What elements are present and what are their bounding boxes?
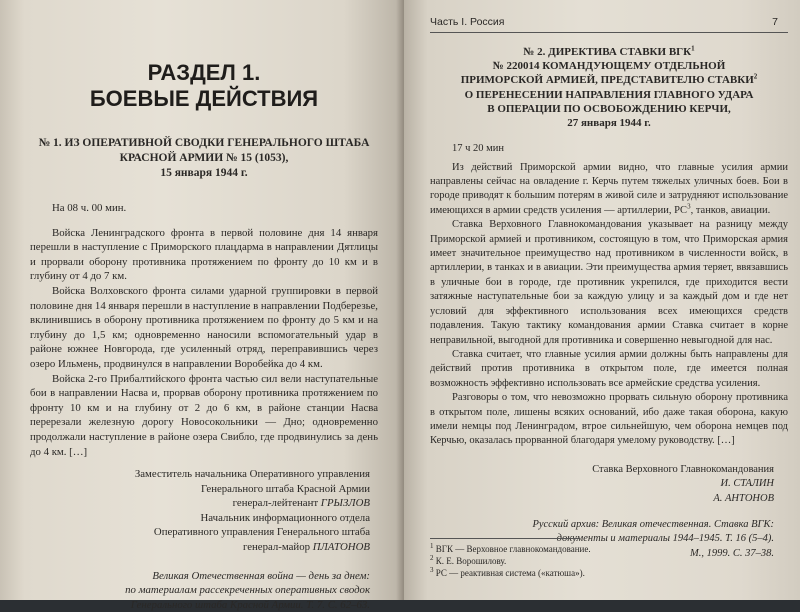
document-1-source [30,569,378,612]
footnote-text: К. Е. Ворошилову. [433,556,507,566]
source-line: Русский архив: Великая отечественная. Ставка ВГК: [532,518,774,530]
source-line: по материалам рассекреченных оперативных сводок [125,584,370,597]
document-2-paragraph: Ставка считает, что главные усилия армии должны быть направлены для действий против противника в открытом поле, где имеется полная возможность эффективно использовать все армейские средства усиления. [430,348,788,389]
section-title [30,60,378,112]
source-line: документы и материалы 1944–1945. Т. 16 (5–4). [556,533,774,545]
signature-line [30,540,370,555]
signature-text: Оперативного управления Генерального штаба [153,526,370,539]
footnote-ref: 3 [687,202,691,211]
footnotes [430,538,770,579]
document-1-title-line: № 1. ИЗ ОПЕРАТИВНОЙ СВОДКИ ГЕНЕРАЛЬНОГО ШТАБА [38,137,370,149]
document-2-heading [430,45,788,130]
source-line: М., 1999. С. 37–38. [690,547,774,559]
paragraph-text: , танков, авиации. [690,204,771,216]
footnote-text: ВГК — Верховное главнокомандование. [433,544,591,554]
document-1-date: 15 января 1944 г. [160,167,248,179]
signature-text: Начальник информационного отдела [200,511,370,524]
footnote-rule [430,538,580,539]
document-1-paragraph: Войска 2-го Прибалтийского фронта частью сил вели наступательные бои в направлении Насва и, прорвав оборону противника протяжением по фронту 10 км и на глубину от 2 до 6 км, в районе станции Насва перерезали железную дорогу Новосокольники — Дно; одновременно продолжали наступление в районе озера Свибло, где продвинулись за день до 4 км. […] [30,372,378,458]
footnote-ref: 2 [753,72,758,81]
footnote-number: 3 [430,566,434,574]
document-1-paragraph: Войска Ленинградского фронта в первой половине дня 14 января перешли в наступление с Приморского плацдарма в направлении Дятлицы и прорвали оборону противника протяжением по фронту до 10 км и в глубину от 4 до 7 км. [30,226,378,283]
right-page [404,0,800,600]
document-2-paragraph [430,161,788,219]
footnote-ref: 1 [691,44,695,53]
document-1-title-line: КРАСНОЙ АРМИИ № 15 (1053), [119,152,289,164]
source-line: Великая Отечественная война — день за днем: [152,569,370,582]
footnote-number: 1 [430,542,434,550]
signature-text: генерал-майор [242,541,313,554]
section-name: БОЕВЫЕ ДЕЙСТВИЯ [89,86,319,111]
section-number: РАЗДЕЛ 1. [147,60,261,85]
signatory-name: И. СТАЛИН [720,478,774,490]
paragraph-text: Из действий Приморской армии видно, что главные усилия армии направлены сейчас на овладение г. Керчь путем тяжелых уличных боев. Бои в городе приводят к большим потерям в живой силе и затрудняют использование имеющихся в армии средств усиления — артиллерии, РС [430,161,788,216]
document-1-heading [30,136,378,181]
document-2-title-line [430,73,788,87]
document-1-paragraph: Войска Волховского фронта силами ударной группировки в первой половине дня 14 января перешли в наступление в направлении Подберезье, вклинившись в оборону противника протяжением по фронту до 5 км и на глубину до 1,5 км; одновременно наносили вспомогательный удар в районе южнее Новгорода, где усиленный отряд, переправившись через озеро Ильмень, продвинулся в направлении Воробейка до 4 км. [30,284,378,370]
document-2-signature [430,463,788,506]
signature-line [30,525,370,540]
footnote-number: 2 [430,554,434,562]
footnote [430,555,770,567]
document-2-title-line: В ОПЕРАЦИИ ПО ОСВОБОЖДЕНИЮ КЕРЧИ, [487,102,731,115]
signature-text: генерал-лейтенант [232,497,321,510]
signature-line: Ставка Верховного Главнокомандования [592,463,774,475]
signatory-name: ПЛАТОНОВ [312,541,370,554]
document-1-time: На 08 ч. 00 мин. [52,202,127,214]
signature-line [30,496,370,511]
title-text: № 2. ДИРЕКТИВА СТАВКИ ВГК [523,46,692,58]
source-line: Генерального штаба Красной Армии. Т. 7. С. 62–63. [130,598,370,611]
running-header [430,16,788,33]
signatory-name: А. АНТОНОВ [713,492,774,504]
document-2-paragraph: Разговоры о том, что невозможно прорвать сильную оборону противника в открытом поле, лишены всяких оснований, ибо даже такая оборона, какую имели немцы под Ленинградом, втрое сильнейшую, чем оборона немцев под Керчью, оказалась прорванной благодаря умелому руководству. […] [430,392,788,447]
document-2-time: 17 ч 20 мин [452,143,505,155]
footnote-text: РС — реактивная система («катюша»). [433,568,585,578]
signature-line [30,482,370,497]
document-2-title-line: № 220014 КОМАНДУЮЩЕМУ ОТДЕЛЬНОЙ [492,60,726,73]
footnote [430,567,770,579]
page-number: 7 [772,16,778,28]
signature-line [30,467,370,482]
document-1-signature [30,467,378,555]
document-2-paragraph: Ставка Верховного Главнокомандования указывает на разницу между Приморской армией и противником, состоящую в том, что Приморская армия имеет значительное преимущество над противником в численности войск, в артиллерии, в танках и в авиации. Эти преимущества армия теряет, ввязавшись в уличные бои в городе, где противник укрепился, где приходится вести затяжные наступательные бои за каждую улицу и за каждый дом и где нет условий для эффективного использования всех имеющихся средств подавления. Такую тактику командования армии Ставка считает в корне неправильной, выгодной для противника и совершенно невыгодной для нас. [430,219,788,346]
running-title: Часть I. Россия [430,16,505,28]
document-2-title-line: О ПЕРЕНЕСЕНИИ НАПРАВЛЕНИЯ ГЛАВНОГО УДАРА [464,88,754,101]
footnote [430,543,770,555]
signature-line [30,511,370,526]
signatory-name: ГРЫЗЛОВ [320,497,370,510]
signature-text: Заместитель начальника Оперативного управления [134,468,370,481]
signature-text: Генерального штаба Красной Армии [200,482,370,495]
document-2-date: 27 января 1944 г. [567,117,651,130]
title-text: ПРИМОРСКОЙ АРМИЕЙ, ПРЕДСТАВИТЕЛЮ СТАВКИ [460,74,754,87]
document-2-title-line [430,45,788,59]
